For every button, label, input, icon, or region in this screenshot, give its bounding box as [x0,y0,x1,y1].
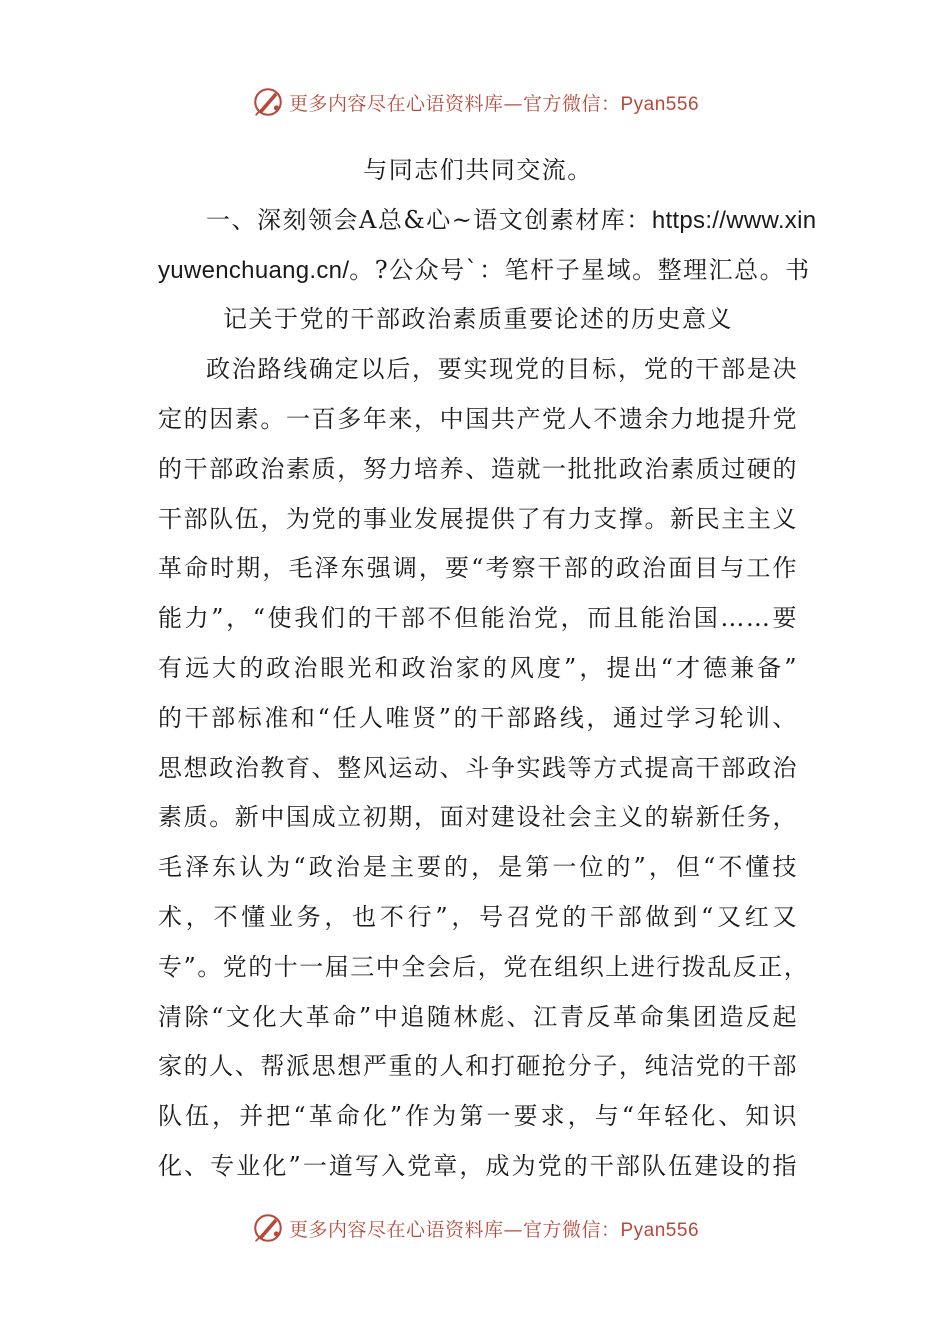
section-heading-line [158,246,811,296]
watermark-text [289,1215,699,1242]
body-line: 政治路线确定以后，要实现党的目标，党的干部是决 [206,355,798,384]
body-line: 的干部标准和“任人唯贤”的干部路线，通过学习轮训、 [158,703,798,732]
body-line: 专”。党的十一届三中全会后，党在组织上进行拨乱反正， [158,952,810,981]
body-line: 思想政治教育、整风运动、斗争实践等方式提高干部政治 [158,753,798,782]
watermark-banner-top [0,82,950,122]
watermark-banner-bottom [0,1208,950,1248]
body-line: 清除“文化大革命”中追随林彪、江青反革命集团造反起 [158,1002,798,1031]
body-line: 干部队伍，为党的事业发展提供了有力支撑。新民主主义 [158,504,798,533]
quill-seal-icon [251,1211,285,1245]
body-line: 的干部政治素质，努力培养、造就一批批政治素质过硬的 [158,454,798,483]
heading-url-tail: yuwenchuang.cn/ [158,256,350,284]
body-line: 素质。新中国成立初期，面对建设社会主义的崭新任务， [158,803,798,832]
watermark-id: Pyan556 [620,1219,700,1241]
body-line: 与同志们共同交流。 [363,156,593,184]
body-line: 革命时期，毛泽东强调，要“考察干部的政治面目与工作 [158,554,798,583]
heading-part-1: 一、深刻领会A总&心~语文创素材库： [206,205,652,234]
watermark-cn: 更多内容尽在心语资料库—官方微信： [288,1218,621,1241]
body-line: 队伍，并把“革命化”作为第一要求，与“年轻化、知识 [158,1102,798,1131]
body-line: 能力”，“使我们的干部不但能治党，而且能治国……要 [158,604,798,633]
heading-url-part: https://www.xin [651,206,817,234]
body-line: 家的人、帮派思想严重的人和打砸抢分子，纯洁党的干部 [158,1052,798,1081]
body-line: 化、专业化”一道写入党章，成为党的干部队伍建设的指 [158,1151,798,1180]
watermark-cn: 更多内容尽在心语资料库—官方微信： [288,92,621,115]
heading-part-2: 。?公众号`：笔杆子星域。整理汇总。书 [349,255,811,284]
body-line: 术，不懂业务，也不行”，号召党的干部做到“又红又 [158,902,798,931]
section-heading-line: 记关于党的干部政治素质重要论述的历史意义 [223,305,733,334]
body-line: 定的因素。一百多年来，中国共产党人不遗余力地提升党 [158,404,798,433]
body-line: 毛泽东认为“政治是主要的，是第一位的”，但“不懂技 [158,853,798,882]
watermark-text [289,89,699,116]
document-body [158,146,817,1192]
body-line: 有远大的政治眼光和政治家的风度”，提出“才德兼备” [158,653,798,682]
quill-seal-icon [251,85,285,119]
section-heading-line [158,196,817,246]
watermark-id: Pyan556 [620,93,700,115]
